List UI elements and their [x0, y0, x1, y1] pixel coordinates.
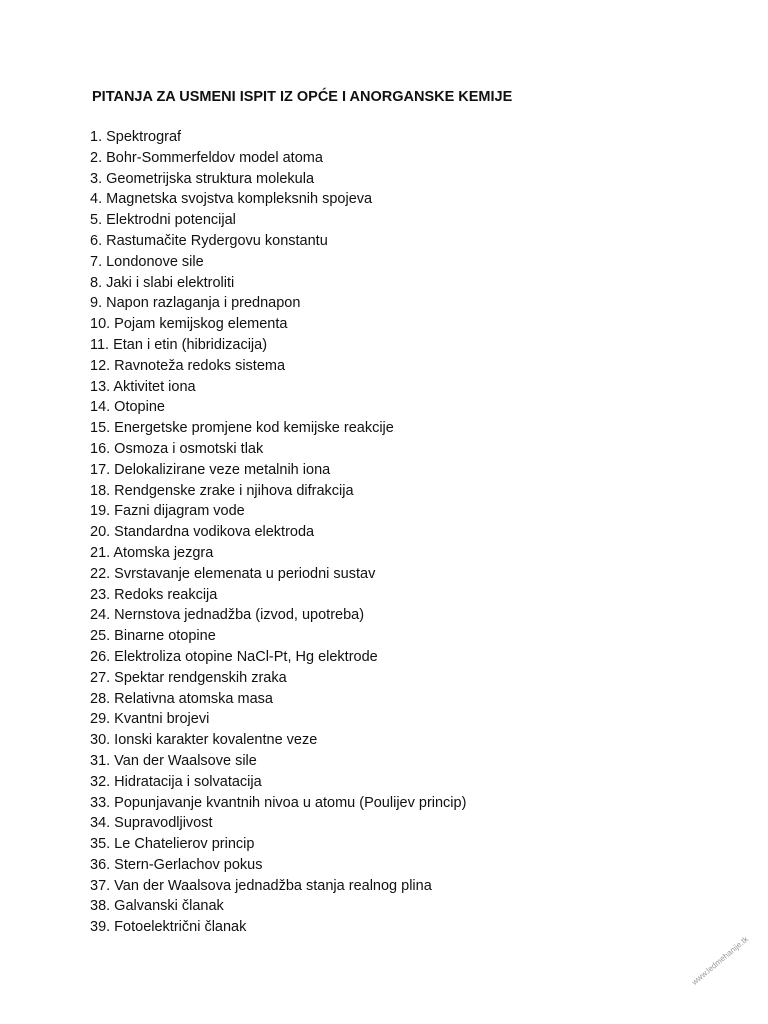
- question-item: 14. Otopine: [90, 399, 165, 416]
- question-item: 28. Relativna atomska masa: [90, 690, 273, 707]
- question-item: 20. Standardna vodikova elektroda: [90, 524, 315, 541]
- question-item: 7. Londonove sile: [90, 253, 204, 270]
- question-item: 35. Le Chatelierov princip: [90, 836, 255, 853]
- question-item: 33. Popunjavanje kvantnih nivoa u atomu (Poulijev princip): [90, 794, 467, 811]
- question-item: 18. Rendgenske zrake i njihova difrakcija: [90, 482, 354, 499]
- question-item: 26. Elektroliza otopine NaCl-Pt, Hg elektrode: [90, 648, 378, 665]
- question-item: 37. Van der Waalsova jednadžba stanja realnog plina: [90, 877, 432, 894]
- question-item: 29. Kvantni brojevi: [90, 711, 210, 728]
- document-title: PITANJA ZA USMENI ISPIT IZ OPĆE I ANORGANSKE KEMIJE: [92, 89, 513, 105]
- question-item: 30. Ionski karakter kovalentne veze: [90, 732, 318, 749]
- question-item: 12. Ravnoteža redoks sistema: [90, 357, 286, 374]
- question-item: 31. Van der Waalsove sile: [90, 752, 257, 769]
- question-item: 5. Elektrodni potencijal: [90, 212, 236, 229]
- question-item: 11. Etan i etin (hibridizacija): [90, 336, 268, 353]
- question-item: 8. Jaki i slabi elektroliti: [90, 274, 235, 291]
- question-item: 4. Magnetska svojstva kompleksnih spojeva: [90, 191, 373, 208]
- question-item: 13. Aktivitet iona: [90, 378, 196, 395]
- question-item: 25. Binarne otopine: [90, 628, 216, 645]
- question-item: 3. Geometrijska struktura molekula: [90, 170, 315, 187]
- question-item: 38. Galvanski članak: [90, 898, 224, 915]
- question-item: 10. Pojam kemijskog elementa: [90, 316, 288, 333]
- watermark-text: www.ledmehanije.tk: [690, 934, 750, 987]
- question-item: 21. Atomska jezgra: [90, 544, 214, 561]
- question-item: 19. Fazni dijagram vode: [90, 503, 245, 520]
- question-item: 9. Napon razlaganja i prednapon: [90, 295, 301, 312]
- question-item: 2. Bohr-Sommerfeldov model atoma: [90, 149, 323, 166]
- question-item: 32. Hidratacija i solvatacija: [90, 773, 262, 790]
- question-item: 16. Osmoza i osmotski tlak: [90, 440, 264, 457]
- question-item: 39. Fotoelektrični članak: [90, 919, 247, 936]
- question-item: 23. Redoks reakcija: [90, 586, 218, 603]
- question-item: 22. Svrstavanje elemenata u periodni sustav: [90, 565, 376, 582]
- question-item: 24. Nernstova jednadžba (izvod, upotreba): [90, 607, 365, 624]
- question-item: 1. Spektrograf: [90, 129, 182, 145]
- question-item: 36. Stern-Gerlachov pokus: [90, 856, 263, 873]
- question-item: 17. Delokalizirane veze metalnih iona: [90, 461, 331, 478]
- question-item: 34. Supravodljivost: [90, 815, 213, 832]
- question-item: 6. Rastumačite Rydergovu konstantu: [90, 232, 328, 249]
- question-list: [90, 127, 466, 938]
- question-item: 15. Energetske promjene kod kemijske reakcije: [90, 420, 394, 437]
- question-item: 27. Spektar rendgenskih zraka: [90, 669, 287, 686]
